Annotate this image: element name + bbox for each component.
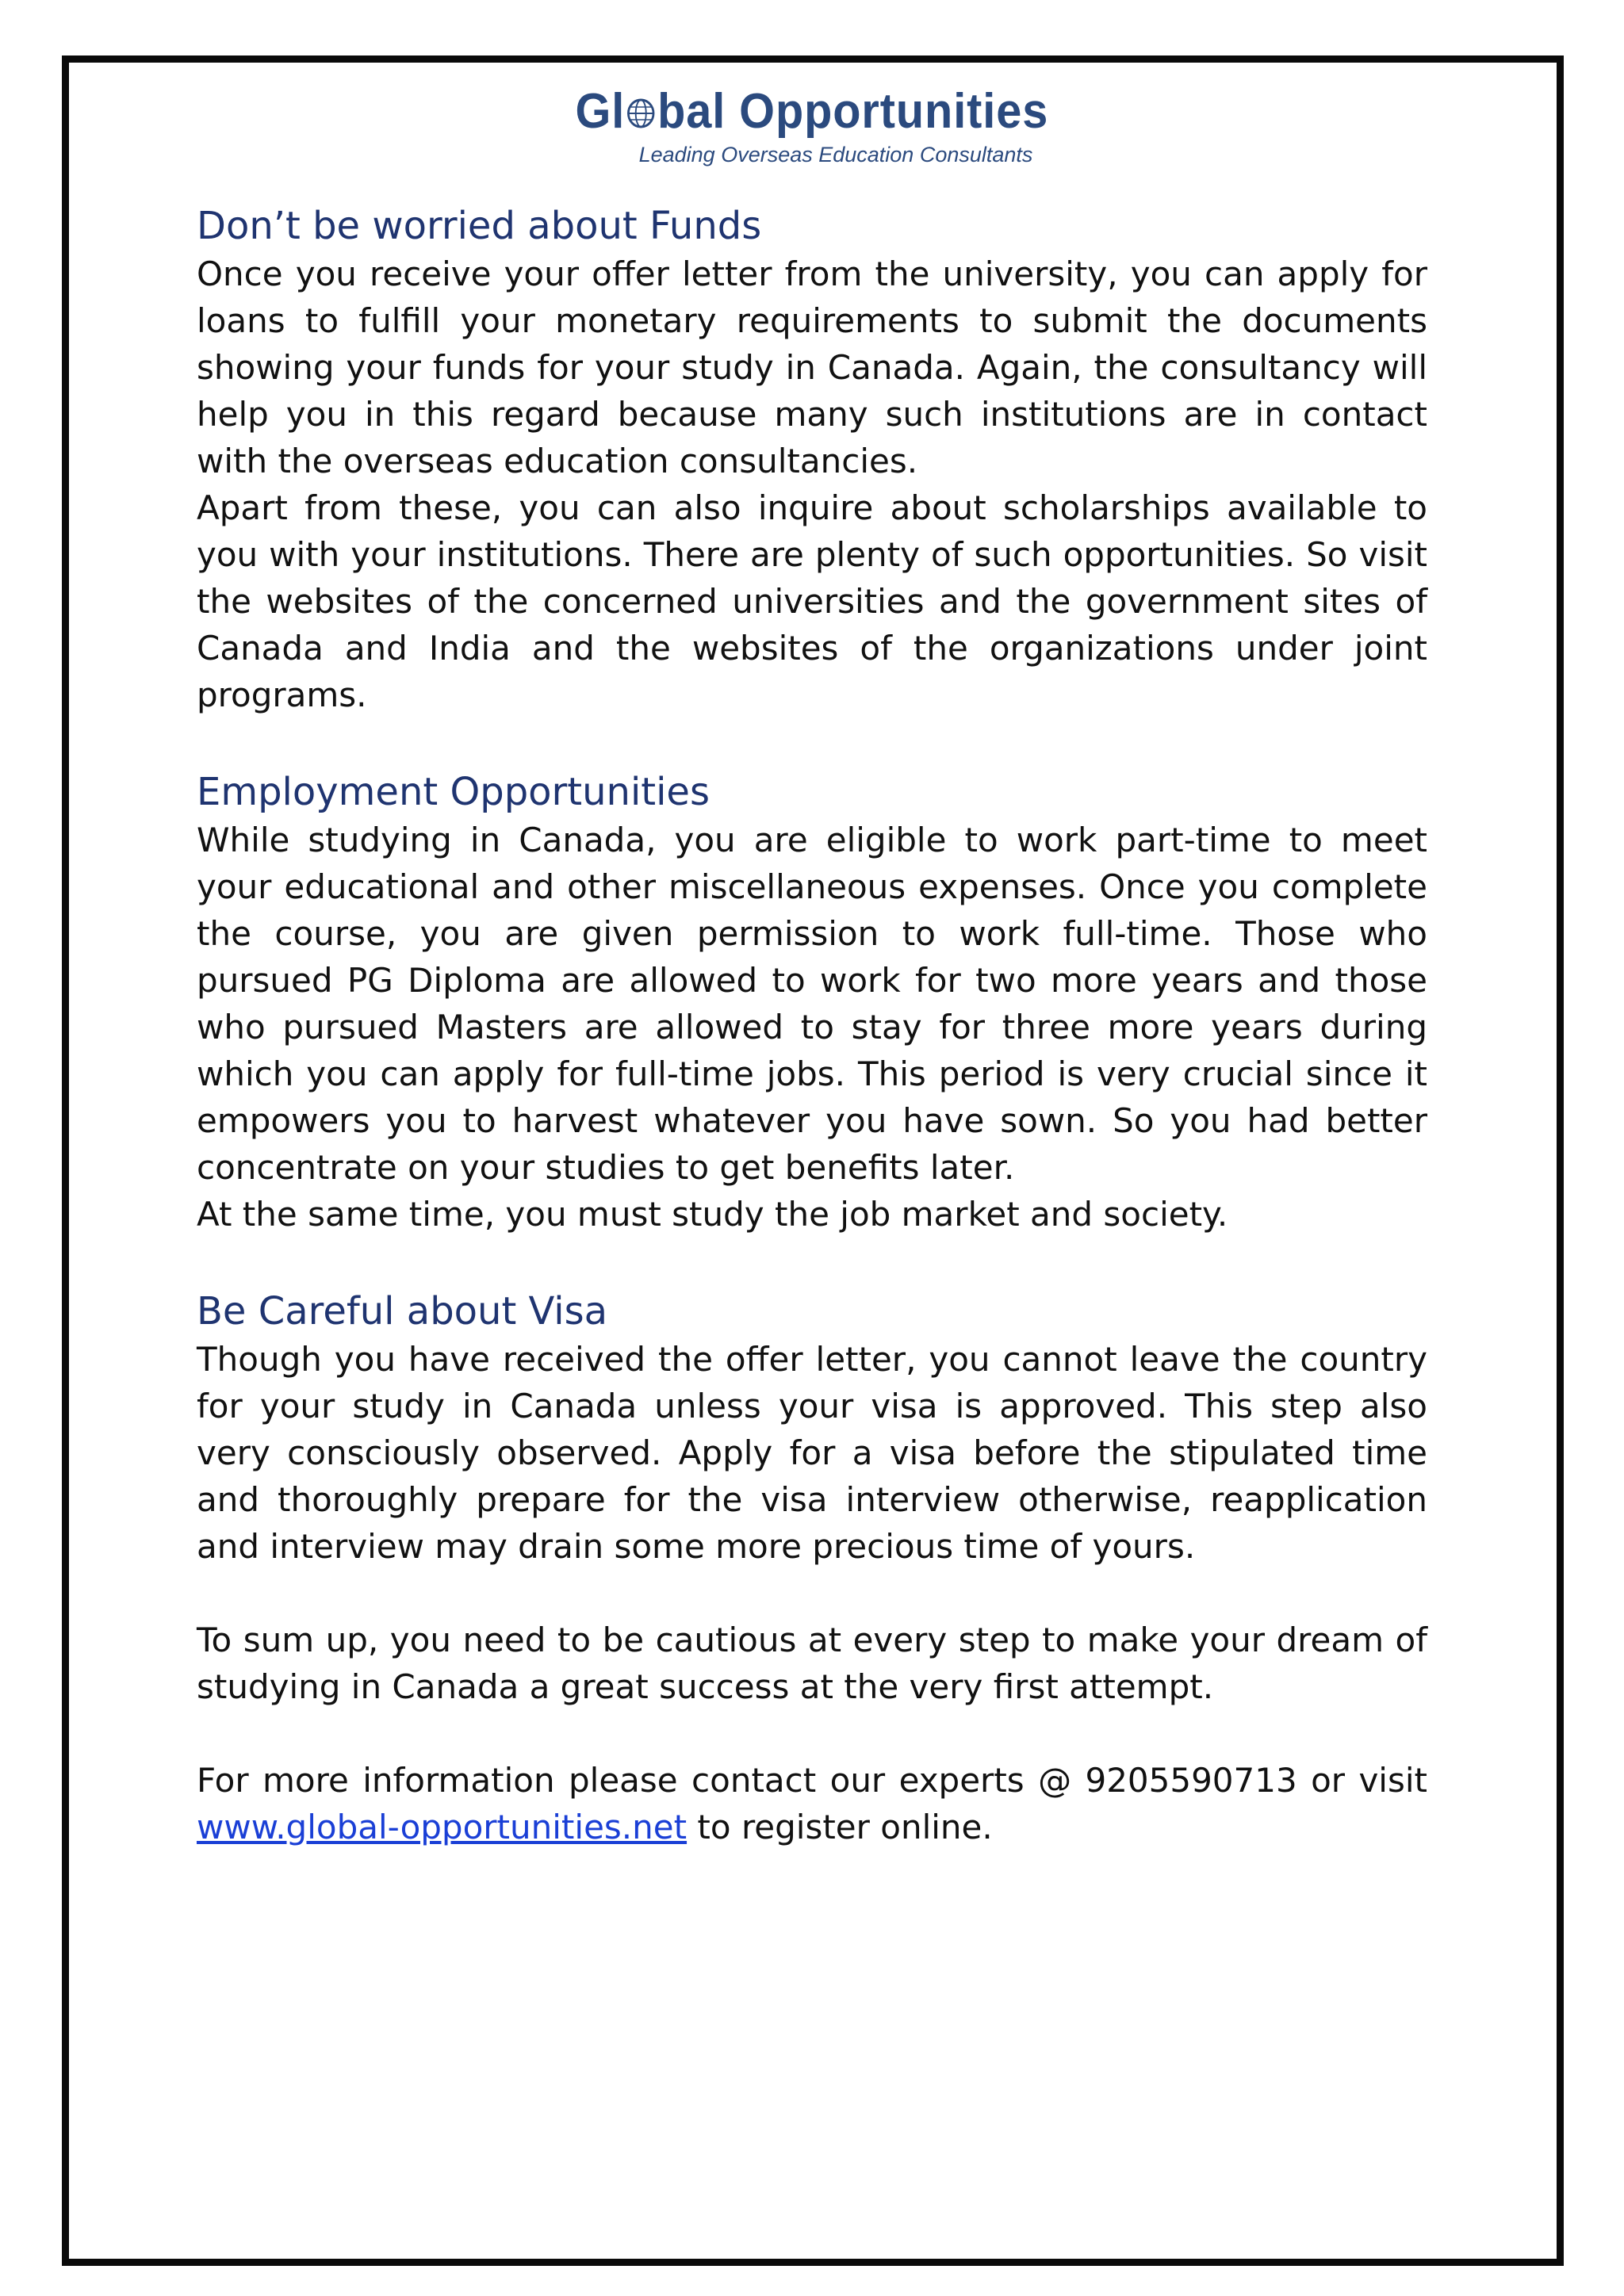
contact-suffix: to register online. bbox=[687, 1808, 993, 1846]
website-link[interactable]: www.global-opportunities.net bbox=[197, 1808, 688, 1846]
paragraph-employment-market: At the same time, you must study the job market and society. bbox=[197, 1195, 1228, 1234]
spacer bbox=[197, 1710, 1427, 1757]
section-heading-funds: Don’t be worried about Funds bbox=[197, 204, 762, 248]
logo-title-start: Gl bbox=[575, 84, 626, 139]
spacer bbox=[197, 1570, 1427, 1617]
spacer bbox=[197, 718, 1427, 767]
contact-text: For more information please contact our experts @ 9205590713 or visit bbox=[197, 1761, 1427, 1800]
paragraph-funds-loans: Once you receive your offer letter from the university, you can apply for loans to fulfill your monetary requirements to submit the documents showing your funds for your study in Canada. Again, the consultancy will help you in this regard because many such institutions are in contact with the overseas education consultancies. bbox=[197, 254, 1427, 480]
logo-title-end: bal Opportunities bbox=[657, 84, 1049, 139]
paragraph-employment-work: While studying in Canada, you are eligible to work part-time to meet your educational and other miscellaneous expenses. Once you complete the course, you are given permission to work full-time. Those who pursued PG Diploma are allowed to work for two more years and those who pursued Masters are allowed to stay for three more years during which you can apply for full-time jobs. This period is very crucial since it empowers you to harvest whatever you have sown. So you had better concentrate on your studies to get benefits later. bbox=[197, 821, 1427, 1187]
paragraph-funds-scholarships: Apart from these, you can also inquire about scholarships available to you with your institutions. There are plenty of such opportunities. So visit the websites of the concerned universities and the government sites of Canada and India and the websites of the organizations under joint programs. bbox=[197, 488, 1427, 714]
logo-tagline: Leading Overseas Education Consultants bbox=[638, 143, 1033, 166]
paragraph-contact bbox=[197, 1757, 1427, 1850]
paragraph-visa: Though you have received the offer letter, you cannot leave the country for your study in Canada unless your visa is approved. This step also very consciously observed. Apply for a visa before the stipulated time and thoroughly prepare for the visa interview otherwise, reapplication and interview may drain some more precious time of yours. bbox=[197, 1340, 1427, 1566]
section-heading-employment: Employment Opportunities bbox=[197, 770, 710, 814]
section-heading-visa: Be Careful about Visa bbox=[197, 1289, 608, 1334]
spacer bbox=[197, 1238, 1427, 1287]
logo-title bbox=[575, 84, 1049, 139]
logo bbox=[0, 84, 1624, 167]
document-body bbox=[197, 201, 1427, 1850]
paragraph-summary: To sum up, you need to be cautious at every step to make your dream of studying in Canada a great success at the very first attempt. bbox=[197, 1621, 1427, 1706]
globe-icon bbox=[626, 98, 656, 129]
